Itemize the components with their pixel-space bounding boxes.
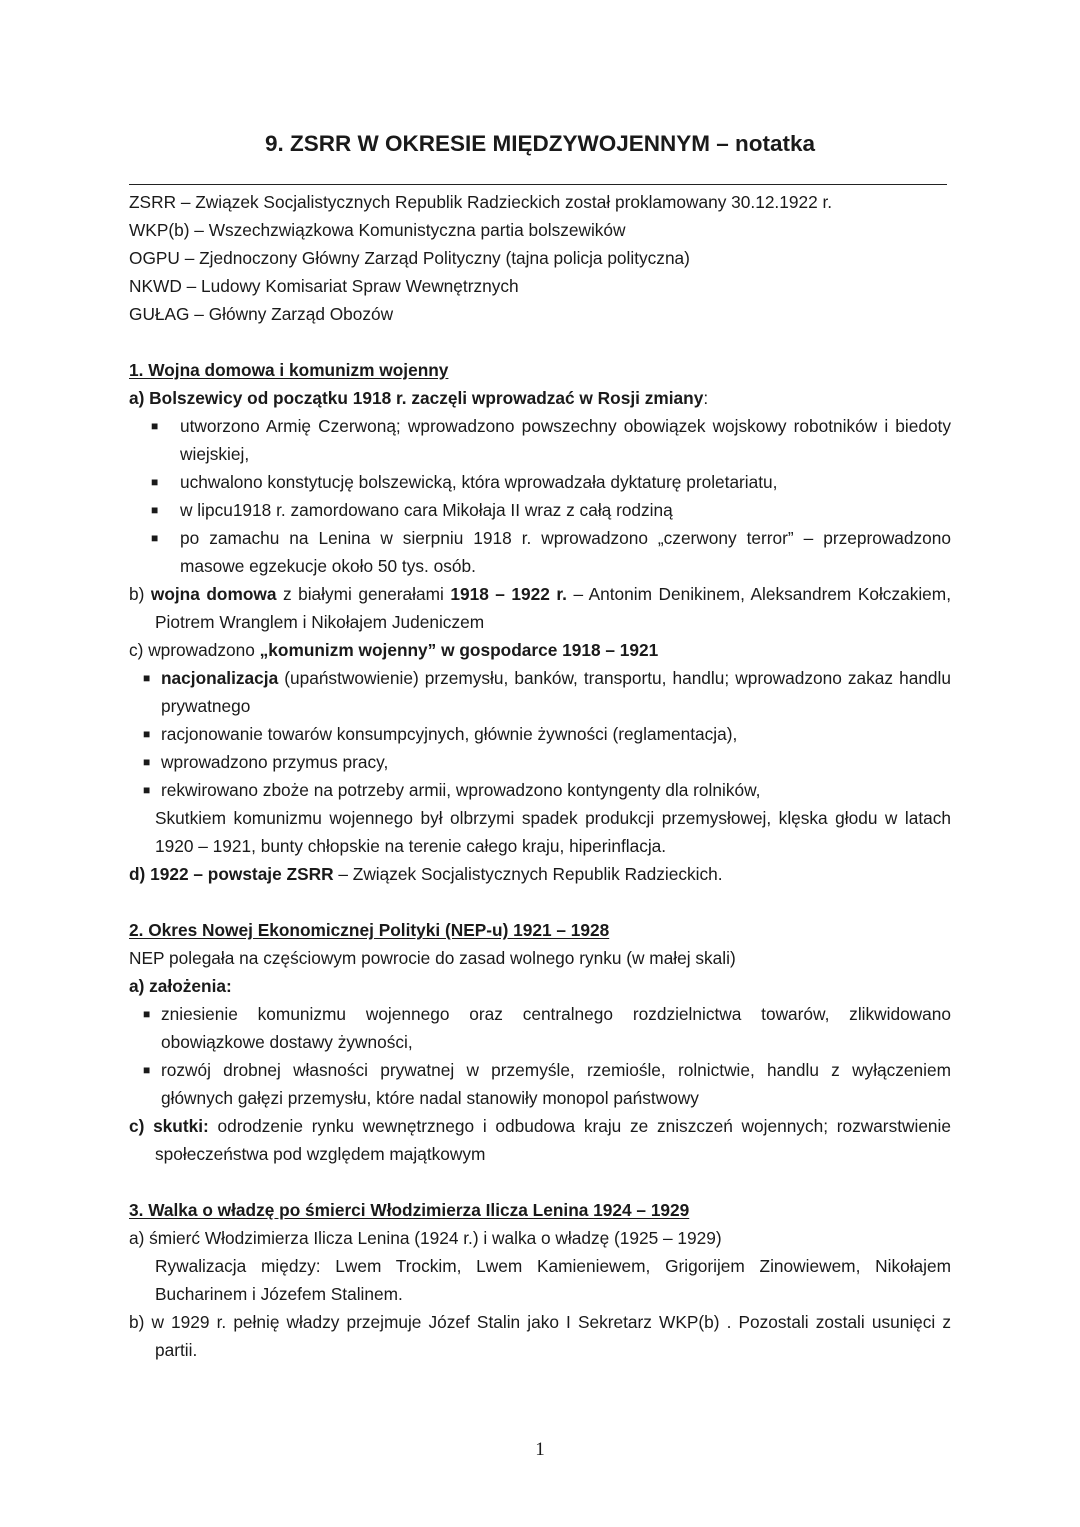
text: odrodzenie rynku wewnętrznego i odbudowa kraju ze zniszczeń wojennych; rozwarstwienie społeczeństwa pod względem majątkowym [155,1116,951,1164]
list-item [129,720,951,748]
list-item [129,468,951,496]
bullet-square-icon: ■ [143,755,151,769]
bold-text: nacjonalizacja [161,668,279,688]
bold-text: d) 1922 – powstaje ZSRR [129,864,334,884]
bullet-square-icon: ■ [143,1007,151,1021]
bullet-square-icon: ■ [151,475,159,489]
subpoint-b [129,580,951,636]
subpoint-a-label: a) Bolszewicy od początku 1918 r. zaczęli wprowadzać w Rosji zmiany [129,388,704,408]
bullet-square-icon: ■ [143,1063,151,1077]
section-power-struggle [129,1196,951,1364]
list-item [129,496,951,524]
subpoint-b-prefix: b) [129,584,151,604]
subpoint-a-label: a) założenia: [129,976,232,996]
subpoint-a: a) śmierć Włodzimierza Ilicza Lenina (1924 r.) i walka o władzę (1925 – 1929) [129,1228,722,1248]
subpoint-d [129,860,951,888]
glossary-item: NKWD – Ludowy Komisariat Spraw Wewnętrznych [129,276,519,296]
list-item-text: racjonowanie towarów konsumpcyjnych, głównie żywności (reglamentacja), [161,724,738,744]
title-divider [129,184,947,185]
list-item-text: zniesienie komunizmu wojennego oraz centralnego rozdzielnictwa towarów, zlikwidowano obowiązkowe dostawy żywności, [161,1004,951,1052]
page-title: 9. ZSRR W OKRESIE MIĘDZYWOJENNYM – notatka [264,131,816,156]
list-item-text: uchwalono konstytucję bolszewicką, która wprowadzała dyktaturę proletariatu, [180,472,778,492]
section-nep [129,916,951,1168]
section-heading: 1. Wojna domowa i komunizm wojenny [129,360,449,380]
list-item-text: rekwirowano zboże na potrzeby armii, wprowadzono kontyngenty dla rolników, [161,780,761,800]
effects-paragraph: Skutkiem komunizmu wojennego był olbrzymi spadek produkcji przemysłowej, klęska głodu w latach 1920 – 1921, bunty chłopskie na terenie całego kraju, hiperinflacja. [155,808,951,856]
document-body [129,188,951,1364]
list-item [129,524,951,580]
rivalry-paragraph: Rywalizacja między: Lwem Trockim, Lwem Kamieniewem, Grigorijem Zinowiewem, Nikołajem Bucharinem i Józefem Stalinem. [155,1256,951,1304]
list-item [129,664,951,720]
list-item [129,412,951,468]
bold-text: 1918 – 1922 r. [450,584,567,604]
page-number: 1 [535,1439,545,1460]
glossary-item: GUŁAG – Główny Zarząd Obozów [129,304,394,324]
nep-intro: NEP polegała na częściowym powrocie do zasad wolnego rynku (w małej skali) [129,948,736,968]
section-civil-war [129,356,951,888]
bullet-square-icon: ■ [143,727,151,741]
bold-text: c) skutki: [129,1116,209,1136]
glossary-item: WKP(b) – Wszechzwiązkowa Komunistyczna partia bolszewików [129,220,626,240]
bullet-square-icon: ■ [143,783,151,797]
bullet-square-icon: ■ [151,531,159,545]
colon: : [703,388,709,408]
subpoint-c-prefix: c) wprowadzono [129,640,260,660]
glossary-item: ZSRR – Związek Socjalistycznych Republik Radzieckich został proklamowany 30.12.1922 r. [129,192,833,212]
list-item [129,748,951,776]
bullet-square-icon: ■ [151,419,159,433]
list-item-text: (upaństwowienie) przemysłu, banków, transportu, handlu; wprowadzono zakaz handlu prywatnego [161,668,951,716]
text: – Antonim Denikinem, Aleksandrem Kołczakiem, Piotrem Wranglem i Nikołajem Judeniczem [155,584,951,632]
text: – Związek Socjalistycznych Republik Radzieckich. [333,864,723,884]
bullet-square-icon: ■ [143,671,151,685]
list-item-text: utworzono Armię Czerwoną; wprowadzono powszechny obowiązek wojskowy robotników i biedoty wiejskiej, [180,416,951,464]
text: z białymi generałami [276,584,451,604]
subpoint-c [129,636,951,664]
section-heading: 3. Walka o władzę po śmierci Włodzimierza Ilicza Lenina 1924 – 1929 [129,1200,690,1220]
list-item-text: wprowadzono przymus pracy, [161,752,389,772]
subpoint-c [129,1112,951,1168]
glossary-item: OGPU – Zjednoczony Główny Zarząd Polityczny (tajna policja polityczna) [129,248,690,268]
section-heading: 2. Okres Nowej Ekonomicznej Polityki (NEP-u) 1921 – 1928 [129,920,610,940]
glossary [129,188,951,328]
list-item [129,1056,951,1112]
bold-text: wojna domowa [150,584,277,604]
list-item-text: w lipcu1918 r. zamordowano cara Mikołaja II wraz z całą rodziną [180,500,673,520]
bullet-square-icon: ■ [151,503,159,517]
list-item-text: rozwój drobnej własności prywatnej w przemyśle, rzemiośle, rolnictwie, handlu z wyłączeniem głównych gałęzi przemysłu, które nadal stanowiły monopol państwowy [161,1060,951,1108]
subpoint-a [129,384,951,412]
list-item [129,776,951,804]
bold-text: „komunizm wojenny” w gospodarce 1918 – 1921 [259,640,659,660]
subpoint-b: b) w 1929 r. pełnię władzy przejmuje Józef Stalin jako I Sekretarz WKP(b) . Pozostali zostali usunięci z partii. [129,1312,951,1360]
list-item [129,1000,951,1056]
list-item-text: po zamachu na Lenina w sierpniu 1918 r. wprowadzono „czerwony terror” – przeprowadzono masowe egzekucje około 50 tys. osób. [180,528,951,576]
